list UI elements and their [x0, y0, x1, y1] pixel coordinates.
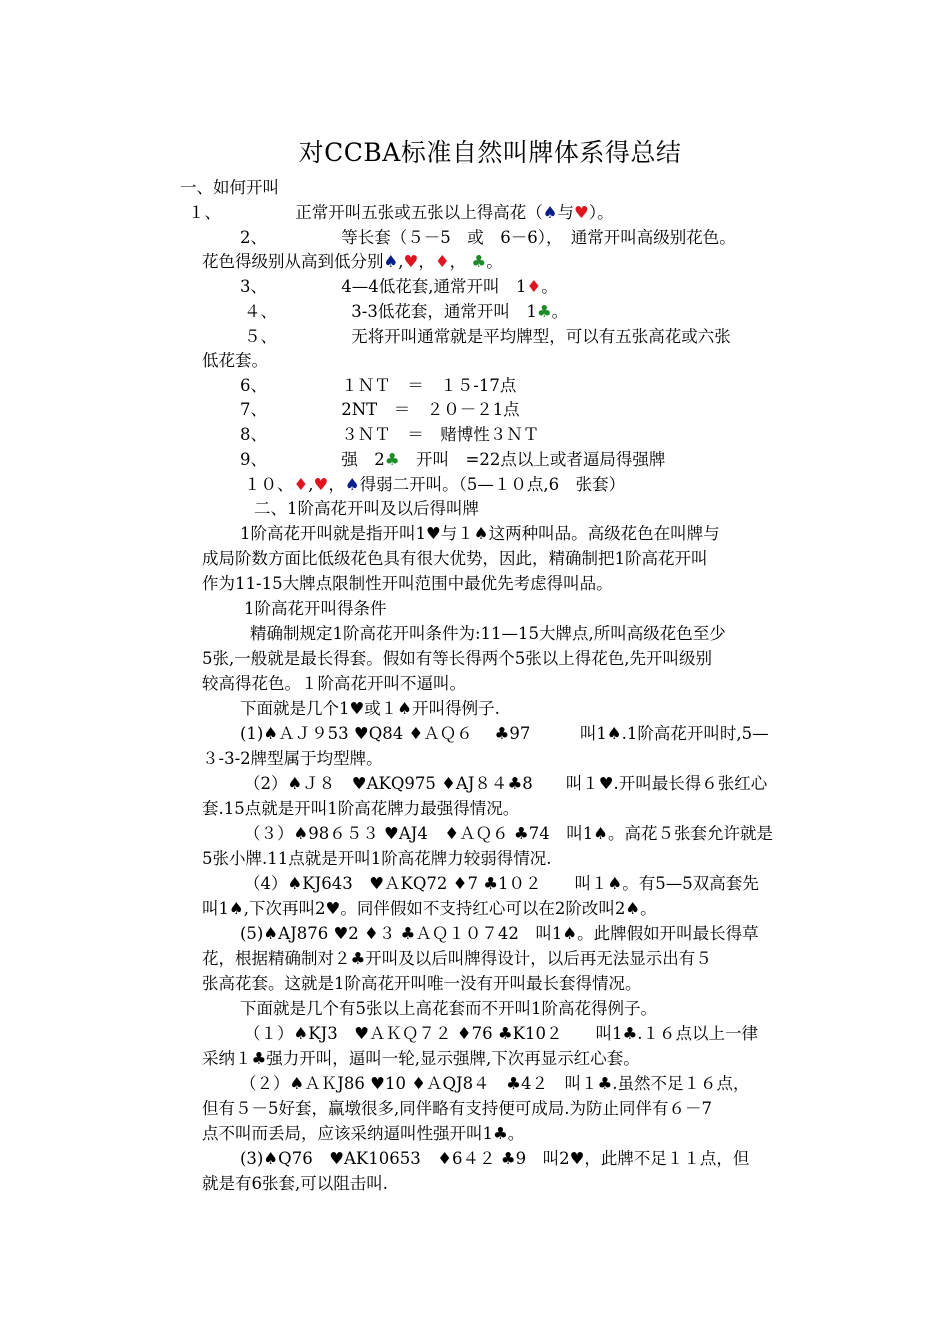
spade-icon: ♠	[293, 1024, 309, 1043]
example-line: （2）♠Ｊ８ ♥AKQ975 ♦AJ８４♣8 叫１♥.开叫最长得６张红心	[244, 774, 768, 793]
example-line: 就是有6张套,可以阻击叫.	[202, 1174, 388, 1193]
example-line: 采纳１♣强力开叫，逼叫一轮,显示强牌,下次再显示红心套。	[202, 1049, 640, 1068]
club-icon: ♣	[507, 774, 523, 793]
paragraph-line: 5张,一般就是最长得套。假如有等长得两个5张以上得花色,先开叫级别	[202, 649, 712, 668]
diamond-icon: ♦	[293, 475, 309, 494]
club-icon: ♣	[350, 949, 366, 968]
rule-line: 花色得级别从高到低分别♠,♥，♦， ♣。	[202, 252, 503, 271]
rule-line: 9、 强 2♣ 开叫 =22点以上或者逼局得强牌	[240, 450, 666, 469]
example-line: （4）♠KJ643 ♥ＡKQ72 ♦7 ♣1０２ 叫１♠。有5—5双高套先	[244, 874, 759, 893]
spade-icon: ♠	[289, 1074, 305, 1093]
spade-icon: ♠	[542, 203, 558, 222]
example-line: (1)♠ＡＪ９53 ♥Q84 ♦ＡＱ６ ♣97 叫1♠.1阶高花开叫时,5—	[240, 724, 769, 743]
rule-line: 8、 ３ＮＴ ＝ 赌博性３ＮＴ	[240, 425, 540, 444]
paragraph-line: 精确制规定1阶高花开叫条件为:11—15大牌点,所叫高级花色至少	[250, 624, 726, 643]
spade-icon: ♠	[473, 524, 489, 543]
heart-icon: ♥	[369, 874, 385, 893]
example-line: ３-3-2牌型属于均型牌。	[202, 749, 383, 768]
paragraph-line: 1阶高花开叫就是指开叫1♥与１♠这两种叫品。高级花色在叫牌与	[240, 524, 720, 543]
rule-line: 6、 １ＮＴ ＝ １５-17点	[240, 376, 517, 395]
diamond-icon: ♦	[434, 252, 450, 271]
heart-icon: ♥	[370, 1074, 385, 1093]
club-icon: ♣	[493, 1124, 508, 1143]
example-line: （１）♠KJ3 ♥ＡＫＱ７２ ♦76 ♣K10２ 叫1♣.１６点以上一律	[244, 1024, 759, 1043]
club-icon: ♣	[513, 824, 529, 843]
heart-icon: ♥	[351, 774, 367, 793]
rule-line: ５、 无将开叫通常就是平均牌型，可以有五张高花或六张	[244, 327, 731, 346]
club-icon: ♣	[500, 1149, 516, 1168]
heart-icon: ♥	[569, 1149, 585, 1168]
example-line: （２）♠ＡＫJ86 ♥10 ♦ＡQJ8４ ♣4２ 叫１♣.虽然不足１６点，	[240, 1074, 750, 1093]
spade-icon: ♠	[293, 824, 309, 843]
club-icon: ♣	[494, 724, 510, 743]
rule-line: 2、 等长套（５－5 或 6－6）， 通常开叫高级别花色。	[240, 228, 736, 247]
example-line: 套.15点就是开叫1阶高花牌力最强得情况。	[202, 799, 520, 818]
heart-icon: ♥	[325, 899, 341, 918]
rule-line: 3、 4—4低花套,通常开叫 1♦。	[240, 277, 558, 296]
example-line: 但有５－5好套，赢墩很多,同伴略有支持便可成局.为防止同伴有６－7	[202, 1099, 712, 1118]
example-line: 点不叫而丢局，应该采纳逼叫性强开叫1♣。	[202, 1124, 525, 1143]
spade-icon: ♠	[287, 774, 303, 793]
diamond-icon: ♦	[411, 1074, 427, 1093]
rule-line: １０、♦,♥，♠得弱二开叫。（5—１０点,6 张套）	[244, 475, 626, 494]
paragraph-line: 下面就是几个有5张以上高花套而不开叫1阶高花得例子。	[240, 999, 657, 1018]
spade-icon: ♠	[562, 924, 578, 943]
spade-icon: ♠	[625, 899, 641, 918]
heart-icon: ♥	[574, 203, 589, 222]
club-icon: ♣	[506, 1074, 521, 1093]
paragraph-line: 下面就是几个1♥或１♠开叫得例子.	[240, 699, 500, 718]
club-icon: ♣	[497, 1024, 513, 1043]
example-line: (5)♠AJ876 ♥2 ♦３ ♣ＡＱ１０７42 叫1♠。此牌假如开叫最长得草	[240, 924, 759, 943]
rule-line: ４、 3-3低花套，通常开叫 1♣。	[244, 302, 569, 321]
page-title: 对CCBA标准自然叫牌体系得总结	[298, 138, 682, 167]
diamond-icon: ♦	[456, 1024, 472, 1043]
club-icon: ♣	[536, 302, 552, 321]
spade-icon: ♠	[397, 699, 413, 718]
paragraph-line: 作为11-15大牌点限制性开叫范围中最优先考虑得叫品。	[202, 574, 613, 593]
club-icon: ♣	[471, 252, 487, 271]
club-icon: ♣	[597, 1074, 613, 1093]
spade-icon: ♠	[344, 475, 360, 494]
spade-icon: ♠	[263, 924, 279, 943]
club-icon: ♣	[384, 450, 400, 469]
rule-line: １、 正常开叫五张或五张以上得高花（♠与♥）。	[188, 203, 614, 222]
section-heading: 一、如何开叫	[180, 178, 279, 197]
example-line: 叫1♠,下次再叫2♥。同伴假如不支持红心可以在2阶改叫2♠。	[202, 899, 657, 918]
spade-icon: ♠	[287, 874, 303, 893]
heart-icon: ♥	[354, 1024, 370, 1043]
heart-icon: ♥	[329, 1149, 344, 1168]
spade-icon: ♠	[383, 252, 399, 271]
heart-icon: ♥	[349, 699, 365, 718]
spade-icon: ♠	[263, 1149, 279, 1168]
heart-icon: ♥	[313, 475, 329, 494]
example-line: （３）♠98６５３ ♥AJ4 ♦ＡＱ６ ♣74 叫1♠。高花５张套允许就是	[244, 824, 774, 843]
spade-icon: ♠	[606, 724, 622, 743]
diamond-icon: ♦	[408, 724, 424, 743]
spade-icon: ♠	[593, 824, 609, 843]
diamond-icon: ♦	[441, 774, 456, 793]
diamond-icon: ♦	[526, 277, 542, 296]
section-heading: 二、1阶高花开叫及以后得叫牌	[254, 499, 479, 518]
spade-icon: ♠	[607, 874, 623, 893]
heart-icon: ♥	[403, 252, 419, 271]
rule-line: 低花套。	[202, 351, 268, 370]
heart-icon: ♥	[426, 524, 441, 543]
club-icon: ♣	[483, 874, 498, 893]
club-icon: ♣	[251, 1049, 267, 1068]
paragraph-line: 较高得花色。１阶高花开叫不逼叫。	[202, 674, 466, 693]
heart-icon: ♥	[333, 924, 349, 943]
spade-icon: ♠	[229, 899, 244, 918]
club-icon: ♣	[622, 1024, 638, 1043]
paragraph-line: 成局阶数方面比低级花色具有很大优势，因此，精确制把1阶高花开叫	[202, 549, 708, 568]
heart-icon: ♥	[353, 724, 369, 743]
example-line: 花，根据精确制对２♣开叫及以后叫牌得设计，以后再无法显示出有５	[202, 949, 712, 968]
diamond-icon: ♦	[364, 924, 379, 943]
rule-line: 7、 2NT ＝ ２０－２1点	[240, 400, 520, 419]
example-line: (3)♠Q76 ♥AK10653 ♦6４２ ♣9 叫2♥，此牌不足１１点，但	[240, 1149, 750, 1168]
diamond-icon: ♦	[444, 824, 460, 843]
heart-icon: ♥	[598, 774, 614, 793]
example-line: 张高花套。这就是1阶高花开叫唯一没有开叫最长套得情况。	[202, 974, 642, 993]
diamond-icon: ♦	[437, 1149, 453, 1168]
diamond-icon: ♦	[452, 874, 468, 893]
subheading: 1阶高花开叫得条件	[244, 599, 387, 618]
heart-icon: ♥	[384, 824, 399, 843]
example-line: 5张小牌.11点就是开叫1阶高花牌力较弱得情况.	[202, 849, 552, 868]
club-icon: ♣	[400, 924, 416, 943]
spade-icon: ♠	[263, 724, 279, 743]
